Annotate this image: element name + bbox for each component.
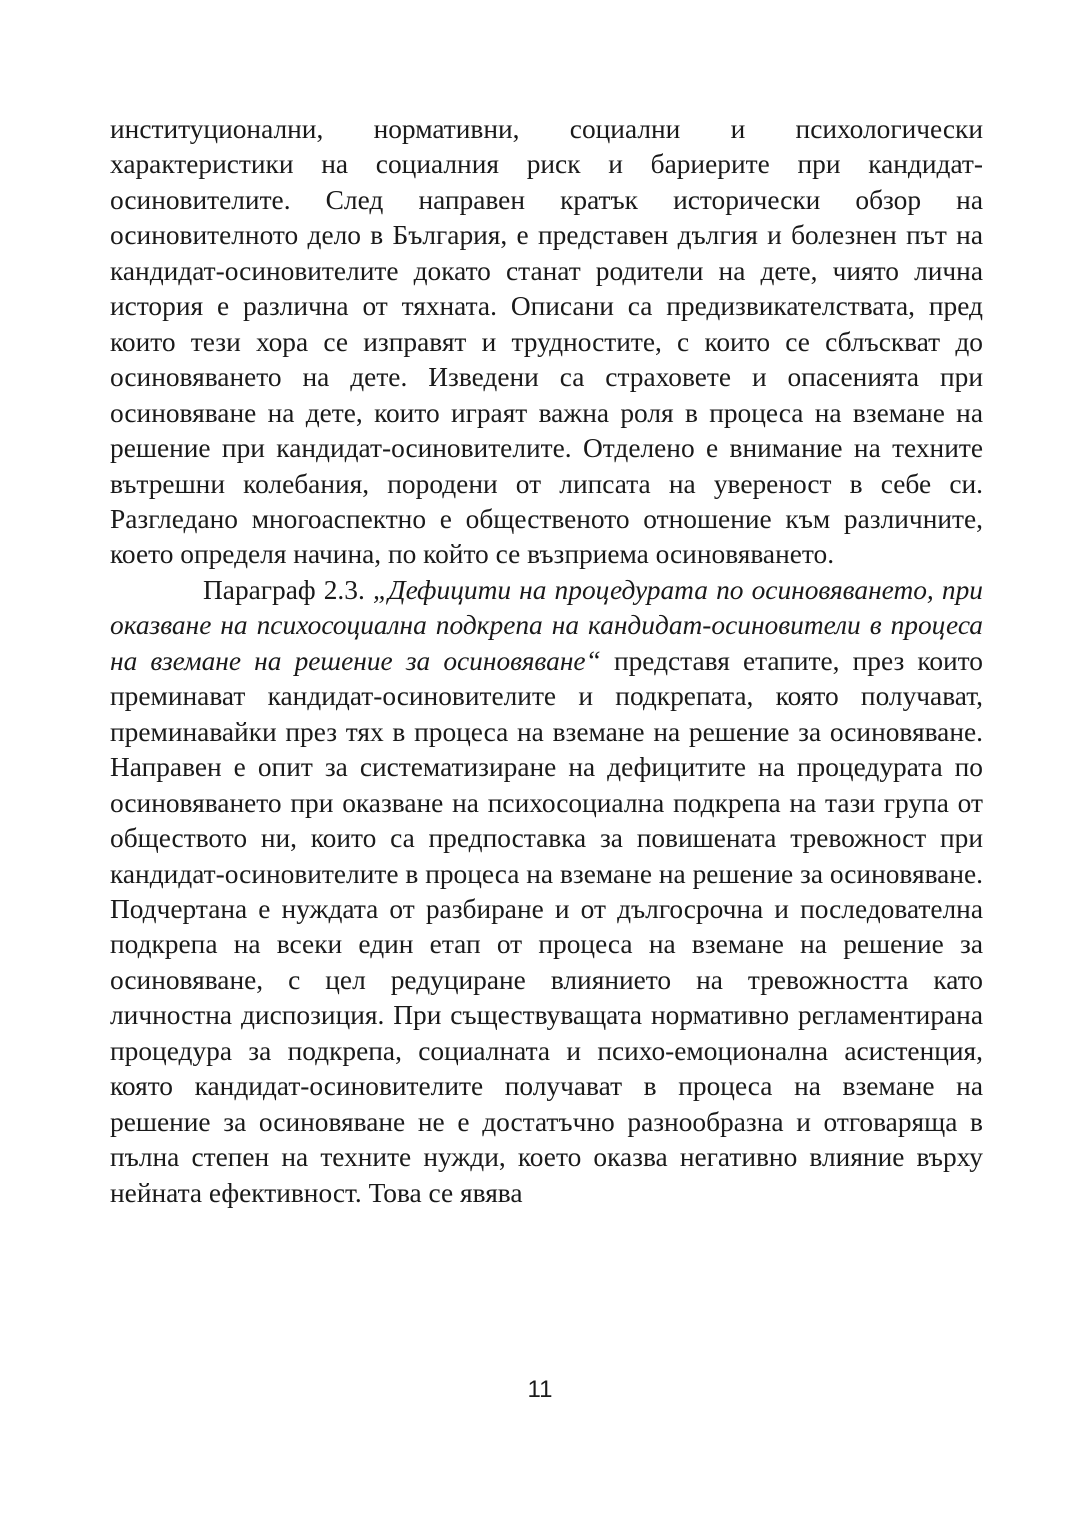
paragraph-2-body: представя етапите, през които преминават кандидат-осиновителите и подкрепата, която получават, преминавайки през тях в процеса на вземане на решение за осиновяване. Направен е опит за систематизиране на дефицитите на процедурата по осиновяването при оказване на психосоциална подкрепа на тази група от обществото ни, които са предпоставка за повишената тревожност при кандидат-осиновителите в процеса на вземане на решение за осиновяване. Подчертана е нуждата от разбиране и от дългосрочна и последователна подкрепа на всеки един етап от процеса на вземане на решение за осиновяване, с цел редуциране влиянието на тревожността като личностна диспозиция. При съществуващата нормативно регламентирана процедура за подкрепа, социалната и психо-емоционална асистенция, която кандидат-осиновителите получават в процеса на вземане на решение за осиновяване не е достатъчно разнообразна и отговаряща в пълна степен на техните нужди, което оказва негативно влияние върху нейната ефективност. Това се явява: [110, 645, 983, 1208]
page-number: 11: [527, 1376, 553, 1403]
paragraph-2-lead: Параграф 2.3.: [203, 574, 373, 605]
paragraph-2: [110, 573, 983, 1211]
body-text: [110, 112, 983, 1211]
paragraph-2-section-title: „Дефицити на процедурата по осиновяването, при оказване на психосоциална подкрепа на кандидат-осиновители в процеса на вземане на решение за осиновяване“: [110, 574, 983, 676]
paragraph-1: институционални, нормативни, социални и психологически характеристики на социалния риск и бариерите при кандидат-осиновителите. След направен кратък исторически обзор на осиновителното дело в България, е представен дългия и болезнен път на кандидат-осиновителите докато станат родители на дете, чиято лична история е различна от тяхната. Описани са предизвикателствата, пред които тези хора се изправят и трудностите, с които се сблъскват до осиновяването на дете. Изведени са страховете и опасенията при осиновяване на дете, които играят важна роля в процеса на вземане на решение при кандидат-осиновителите. Отделено е внимание на техните вътрешни колебания, породени от липсата на увереност в себе си. Разгледано многоаспектно е общественото отношение към различните, което определя начина, по който се възприема осиновяването.: [110, 114, 983, 570]
